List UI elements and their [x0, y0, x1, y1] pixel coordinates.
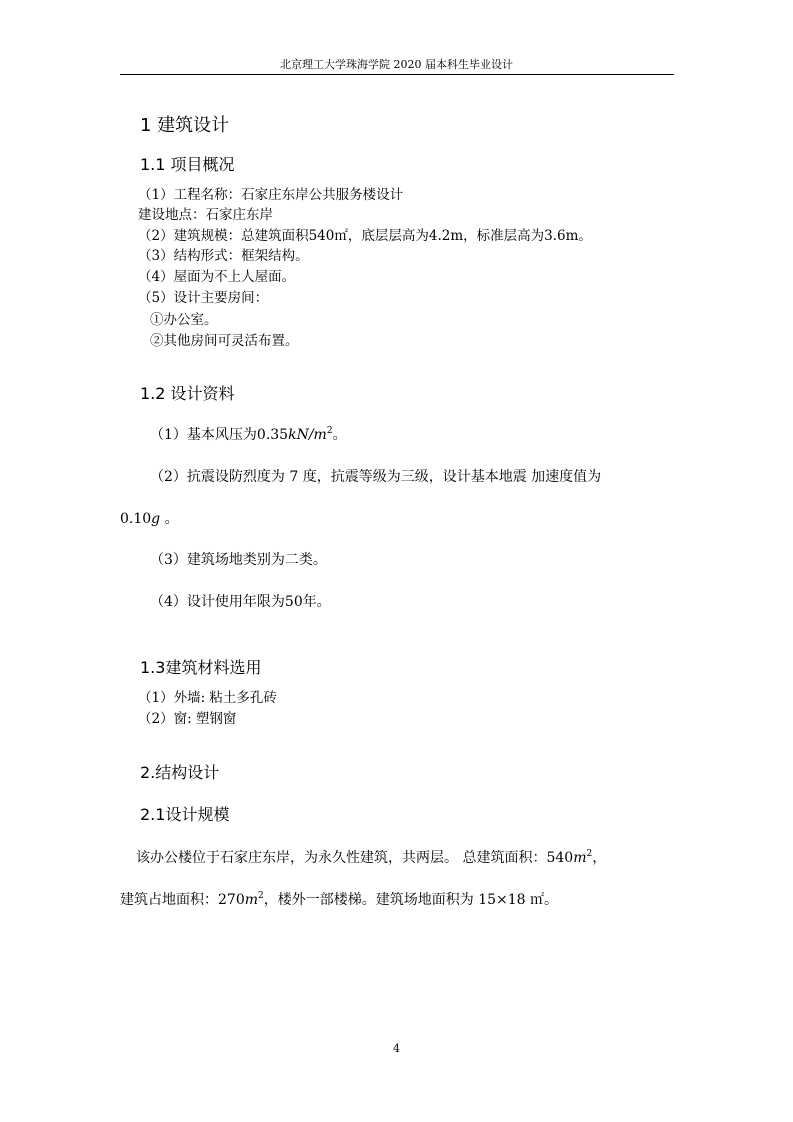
wind-pressure-value: 0.35 [256, 427, 289, 443]
footprint-area-value: 270 [218, 892, 245, 908]
scale-paragraph-line-1 [136, 850, 606, 865]
project-line-5: （4）屋面为不上人屋面。 [138, 269, 296, 285]
section-1-2-title: 1.2 设计资料 [140, 384, 235, 403]
section-1-1-title: 1.1 项目概况 [140, 155, 235, 174]
scale-paragraph-text-1: 该办公楼位于石家庄东岸，为永久性建筑，共两层。 总建筑面积： [136, 850, 547, 866]
section-2-1-title: 2.1设计规模 [140, 805, 230, 824]
project-line-3: （2）建筑规模：总建筑面积540㎡，底层层高为4.2m，标准层高为3.6m。 [138, 228, 592, 244]
footprint-area-unit: m [244, 892, 259, 908]
material-line-2: （2）窗: 塑钢窗 [138, 711, 237, 727]
design-item-2-line-2 [120, 512, 179, 526]
page-number: 4 [393, 1042, 400, 1055]
page-header: 北京理工大学珠海学院 2020 届本科生毕业设计 [280, 58, 513, 71]
project-line-4: （3）结构形式：框架结构。 [138, 248, 309, 264]
project-line-8: ②其他房间可灵活布置。 [150, 333, 299, 349]
design-item-4: （4）设计使用年限为50年。 [150, 594, 331, 610]
section-1-3-title: 1.3建筑材料选用 [140, 658, 262, 677]
design-item-2-line-1: （2）抗震设防烈度为 7 度，抗震等级为三级，设计基本地震 加速度值为 [150, 469, 602, 485]
wind-pressure-exponent: 2 [326, 426, 333, 436]
scale-paragraph-end-2: ，楼外一部楼梯。建筑场地面积为 15×18 ㎡。 [263, 892, 559, 908]
design-item-1 [150, 427, 347, 442]
design-item-1-prefix: （1）基本风压为 [150, 427, 257, 443]
scale-paragraph-text-2: 建筑占地面积： [120, 892, 218, 908]
acceleration-unit: g [151, 511, 161, 527]
project-line-6: （5）设计主要房间： [138, 290, 269, 306]
total-area-unit: m [573, 850, 587, 866]
design-item-1-end: 。 [332, 427, 347, 443]
section-2-title: 2.结构设计 [140, 763, 220, 782]
footprint-area-exponent: 2 [258, 891, 264, 901]
material-line-1: （1）外墙: 粘土多孔砖 [138, 690, 277, 706]
design-item-3: （3）建筑场地类别为二类。 [150, 552, 327, 568]
acceleration-value: 0.10 [120, 511, 152, 527]
project-line-7: ①办公室。 [150, 312, 218, 328]
scale-paragraph-end-1: ， [592, 850, 607, 866]
project-line-1: （1）工程名称：石家庄东岸公共服务楼设计 [138, 187, 404, 203]
header-rule [120, 74, 674, 75]
total-area-exponent: 2 [586, 849, 593, 859]
wind-pressure-unit: kN/m [288, 427, 327, 443]
project-line-2: 建设地点：石家庄东岸 [138, 207, 273, 223]
total-area-value: 540 [546, 850, 574, 866]
scale-paragraph-line-2 [120, 892, 558, 907]
design-item-2-end: 。 [160, 511, 179, 527]
section-1-title: 1 建筑设计 [140, 115, 230, 136]
